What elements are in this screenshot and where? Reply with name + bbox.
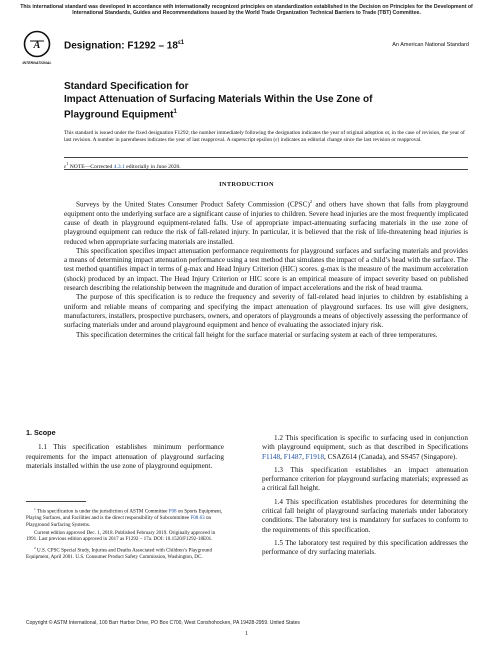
title-line-1: Standard Specification for — [64, 81, 189, 92]
designation-epsilon: ε1 — [177, 40, 185, 46]
scope-column-left — [26, 428, 224, 475]
footnote-1: $^1$ This specification is under the jurisdiction of ASTM Committee F08 on Sports Equipment, Playing Surfaces, and Facilities and is the direct responsibility of Subcommittee F08.63 on Playground Surfacing Systems. — [26, 507, 223, 528]
introduction-body — [64, 197, 468, 340]
link-f1918[interactable]: F1918 — [305, 452, 325, 461]
title-footnote-ref: 1 — [173, 109, 177, 115]
scope-text: , CSAZ614 (Canada), and SS457 (Singapore). — [324, 452, 457, 461]
footnote-text: U.S. CPSC Special Study, Injuries and Deaths Associated with Children’s Playground Equipment, April 2001. U.S. Consumer Product Safety Commission, Washington, DC. — [26, 547, 213, 560]
scope-column-right — [262, 434, 468, 562]
intro-paragraph: This specification determines the critical fall height for the surface material or surfacing system at each of three temperatures. — [76, 330, 438, 339]
introduction-heading: INTRODUCTION — [219, 181, 274, 188]
divider — [64, 157, 468, 158]
epsilon-symbol: ε — [64, 163, 67, 170]
link-4-3-1[interactable]: 4.3.1 — [113, 163, 125, 170]
compliance-banner: This international standard was developed in accordance with internationally recognized principles on standardization established in the Decision on Principles for the Development of International Standards, Guides and Recommendations issued by the World Trade Organization Technical Barriers to Trade (TBT) Committee. — [20, 4, 473, 17]
footnotes — [26, 506, 226, 562]
scope-1-1: 1.1 This specification establishes minimum performance requirements for the impact attenuation of playground surfacing materials installed within the use zone of playground equipment. — [26, 443, 224, 470]
footnote-text: on Sports Equipment, Playing Surfaces, and Facilities and is the direct responsibility of Subcommittee — [26, 508, 223, 522]
scope-1-2: 1.2 This specification is specific to surfacing used in conjunction with playground equipment, such as that described in Specifications F1148, F1487, F1918, CSAZ614 (Canada), and SS457 (Singapore). — [262, 434, 468, 461]
footnote-edition: Current edition approved Dec. 1, 2018. Published February 2019. Originally approved in 1991. Last previous edition approved in 2017 as F1292 – 17a. DOI: 10.1520/F1292-18E01. — [26, 529, 216, 543]
intro-paragraph: This specification specifies impact attenuation performance requirements for playground surfaces and surfacing materials and provides a means of determining impact attenuation performance using a test method that simulates the impact of a child’s head with the surface. The test method quantifies impact in terms of g-max and Head Injury Criterion (HIC) scores. g-max is the measure of the maximum acceleration (shock) produced by an impact. The Head Injury Criterion or HIC score is an empirical measure of impact severity based on published research describing the relationship between the magnitude and duration of impact accelerations and the risk of head trauma. — [64, 246, 468, 293]
link-f1487[interactable]: F1487 — [283, 452, 303, 461]
link-f08[interactable]: F08 — [168, 508, 177, 515]
intro-paragraph: The purpose of this specification is to reduce the frequency and severity of fall-related head injuries to children by establishing a uniform and reliable means of comparing and specifying the impact attenuation of playground surfaces. Its use will give designers, manufacturers, installers, prospective purchasers, owners, and operators of playgrounds a means of objectively assessing the performance of surfacing materials under and around playground equipment and hence of evaluating the associated injury risk. — [64, 293, 468, 330]
american-national-standard: An American National Standard — [392, 42, 469, 48]
scope-1-3: 1.3 This specification establishes an impact attenuation performance criterion for playground surfacing materials; expressed as a critical fall height. — [262, 465, 468, 493]
divider — [64, 169, 468, 170]
intro-paragraph — [64, 197, 468, 247]
copyright-footer: Copyright © ASTM International, 100 Barr Harbor Drive, PO Box C700, West Conshohocken, PA 19428-2959. United States — [26, 620, 300, 626]
designation-label: Designation: F1292 – 18 — [64, 40, 178, 52]
scope-1-4: 1.4 This specification establishes procedures for determining the critical fall height of playground surfacing materials under laboratory conditions. The laboratory test is mandatory for surfaces to conform to the requirements of this specification. — [262, 497, 468, 534]
page-number: 1 — [245, 631, 248, 637]
link-f08-63[interactable]: F08.63 — [190, 515, 205, 522]
footnote-divider — [26, 501, 86, 502]
note-text-end: editorially in June 2020. — [124, 163, 181, 170]
footnote-text: This specification is under the jurisdiction of ASTM Committee — [36, 508, 169, 515]
scope-1-5: 1.5 The laboratory test required by this specification addresses the performance of dry surfacing materials. — [262, 538, 468, 557]
footnote-2: $^2$ U.S. CPSC Special Study, Injuries and Deaths Associated with Children’s Playground Equipment, April 2001. U.S. Consumer Product Safety Commission, Washington, DC. — [26, 545, 213, 560]
designation — [64, 40, 184, 51]
intro-text: Surveys by the United States Consumer Product Safety Commission (CPSC) — [76, 200, 310, 209]
epsilon-sup: 1 — [66, 161, 69, 166]
document-title — [64, 80, 424, 121]
astm-logo — [22, 30, 52, 68]
footnote-ref: 2 — [309, 199, 313, 204]
svg-text:A: A — [33, 40, 41, 51]
svg-text:INTERNATIONAL: INTERNATIONAL — [22, 61, 52, 65]
note-text: NOTE—Corrected — [68, 163, 114, 170]
intro-text: and others have shown that falls from playground equipment onto the underlying surface are a significant cause of injuries to children. Severe head injuries are the most frequently implicated cause of death in playground equipment-related falls. Use of appropriate impact-attenuating surfacing materials in the use zone of playground equipment can reduce the risk of fall-related injury. In particular, it is believed that the risk of life-threatening head injuries is reduced when appropriate surfacing materials are installed. — [64, 200, 469, 246]
link-f1148[interactable]: F1148 — [262, 452, 281, 461]
issued-note: This standard is issued under the fixed designation F1292; the number immediately following the designation indicates the year of original adoption or, in the case of revision, the year of last revision. A number in parentheses indicates the year of last reapproval. A superscript epsilon (ε) indicates an editorial change since the last revision or reapproval. — [64, 130, 465, 143]
title-main: Impact Attenuation of Surfacing Materials Within the Use Zone of Playground Equipment — [64, 94, 373, 121]
footnote-text: on Playground Surfacing Systems. — [26, 515, 212, 528]
scope-text: 1.2 This specification is specific to surfacing used in conjunction with playground equipment, such as that described in Specifications — [262, 434, 468, 452]
scope-heading: 1. Scope — [26, 428, 56, 437]
title-line-2 — [64, 93, 424, 121]
